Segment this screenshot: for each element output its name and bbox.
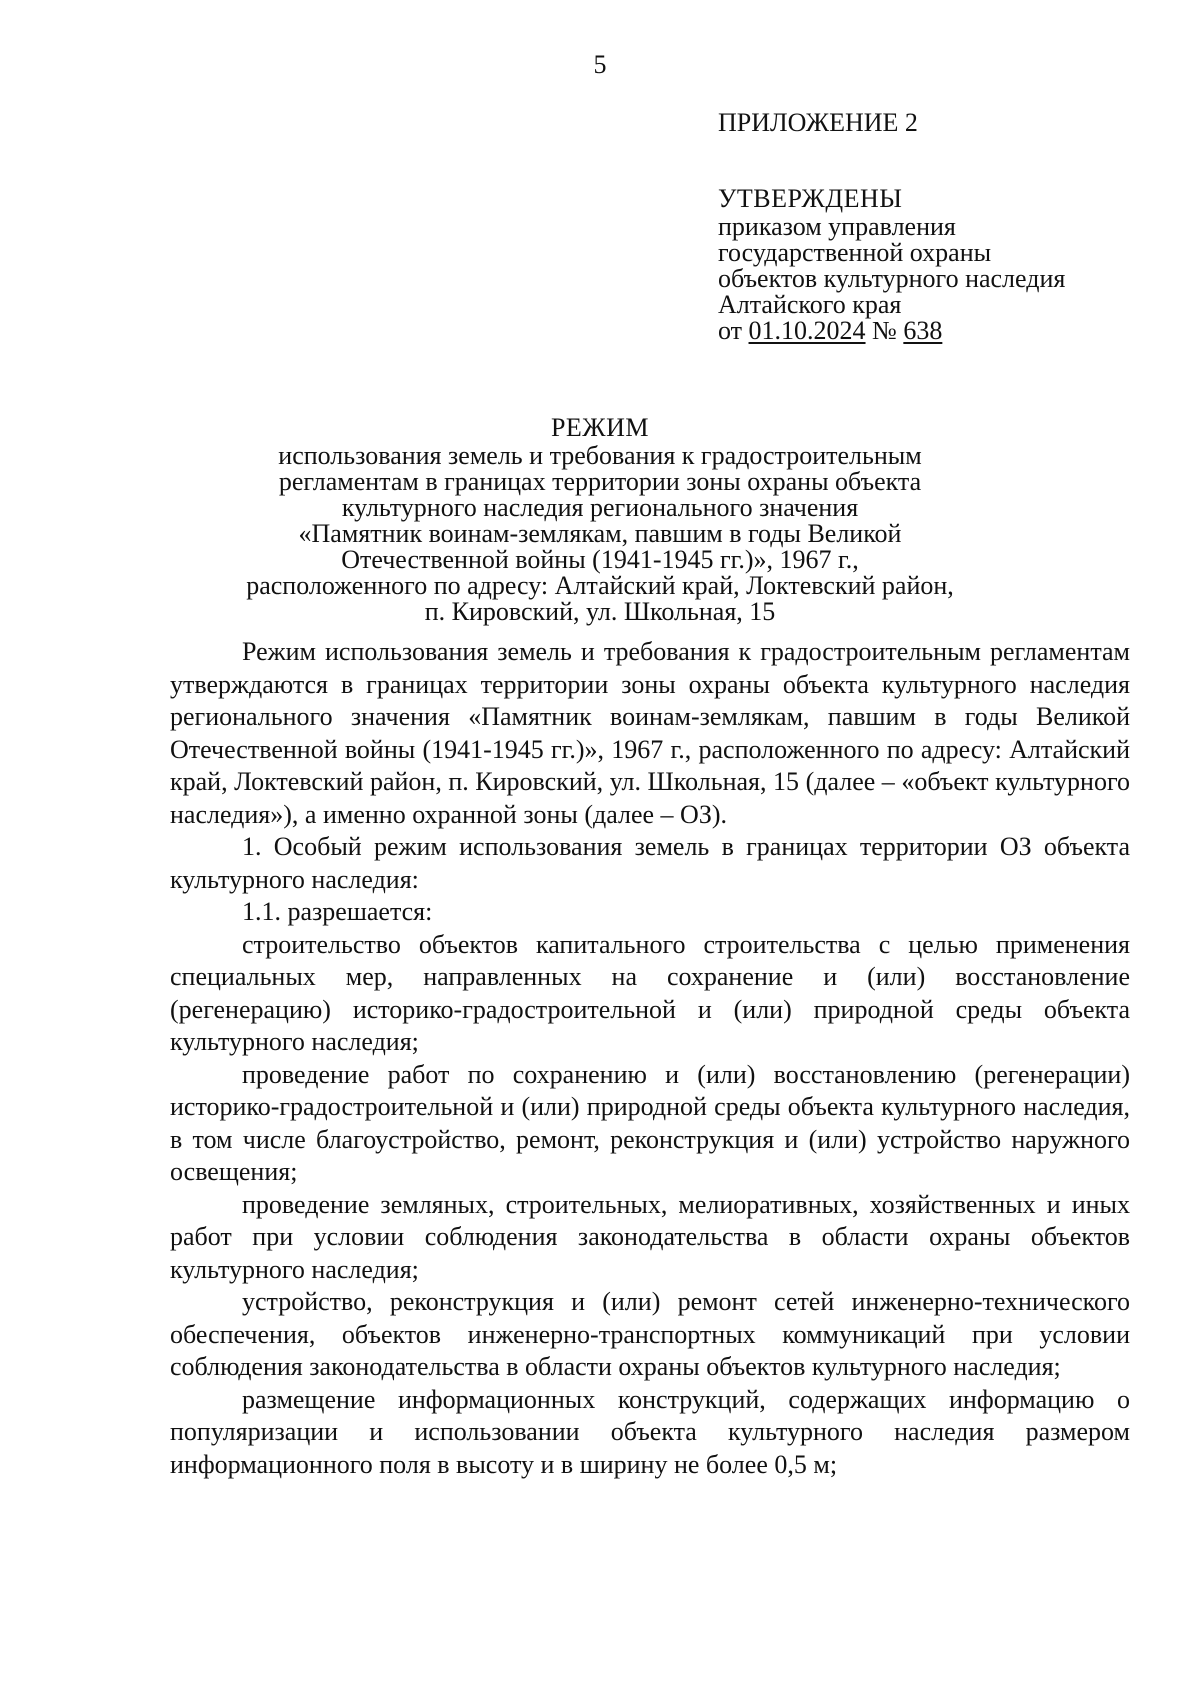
approval-line: приказом управления <box>718 212 956 241</box>
approval-block <box>718 106 1178 344</box>
paragraph-section-1-1: 1.1. разрешается: <box>242 897 433 926</box>
document-title: РЕЖИМ <box>550 413 650 442</box>
approval-line: государственной охраны <box>718 238 992 267</box>
approval-date-line <box>718 318 1178 344</box>
page-number: 5 <box>593 50 607 79</box>
paragraph-item: строительство объектов капитального строительства с целью применения специальных мер, направленных на сохранение и (или) восстановление (регенерацию) историко-градостроительной и (или) природной среды объекта культурного наследия; <box>170 929 1130 1056</box>
date-prefix: от <box>718 316 749 345</box>
title-line: использования земель и требования к градостроительным <box>278 441 922 470</box>
title-line: регламентам в границах территории зоны охраны объекта <box>278 467 922 496</box>
paragraph-section-1: 1. Особый режим использования земель в границах территории ОЗ объекта культурного наследия: <box>170 832 1130 894</box>
title-line: «Памятник воинам-землякам, павшим в годы Великой <box>298 519 902 548</box>
approval-line: объектов культурного наследия <box>718 264 1066 293</box>
number-prefix: № <box>865 316 904 345</box>
body-text <box>170 636 1130 1481</box>
title-line: Отечественной войны (1941-1945 гг.)», 1967 г., <box>341 545 859 574</box>
approved-heading: УТВЕРЖДЕНЫ <box>718 184 903 213</box>
paragraph-item: проведение работ по сохранению и (или) восстановлению (регенерации) историко-градостроительной и (или) природной среды объекта культурного наследия, в том числе благоустройство, ремонт, реконструкция и (или) устройство наружного освещения; <box>170 1059 1130 1186</box>
title-block <box>150 413 1050 625</box>
paragraph-item: устройство, реконструкция и (или) ремонт сетей инженерно-технического обеспечения, объектов инженерно-транспортных коммуникаций при условии соблюдения законодательства в области охраны объектов культурного наследия; <box>170 1287 1130 1381</box>
order-date: 01.10.2024 <box>748 316 866 345</box>
approval-line: Алтайского края <box>718 290 902 319</box>
title-line: расположенного по адресу: Алтайский край, Локтевский район, <box>246 571 954 600</box>
title-line: п. Кировский, ул. Школьная, 15 <box>424 597 776 626</box>
appendix-label: ПРИЛОЖЕНИЕ 2 <box>718 108 918 137</box>
title-line: культурного наследия регионального значения <box>341 493 859 522</box>
paragraph-item: размещение информационных конструкций, содержащих информацию о популяризации и использовании объекта культурного наследия размером информационного поля в высоту и в ширину не более 0,5 м; <box>170 1384 1130 1479</box>
paragraph-intro: Режим использования земель и требования к градостроительным регламентам утверждаются в границах территории зоны охраны объекта культурного наследия регионального значения «Памятник воинам-землякам, павшим в годы Великой Отечественной войны (1941-1945 гг.)», 1967 г., расположенного по адресу: Алтайский край, Локтевский район, п. Кировский, ул. Школьная, 15 (далее – «объект культурного наследия»), а именно охранной зоны (далее – ОЗ). <box>170 637 1130 829</box>
paragraph-item: проведение земляных, строительных, мелиоративных, хозяйственных и иных работ при условии соблюдения законодательства в области охраны объектов культурного наследия; <box>170 1189 1130 1284</box>
order-number: 638 <box>903 316 943 345</box>
